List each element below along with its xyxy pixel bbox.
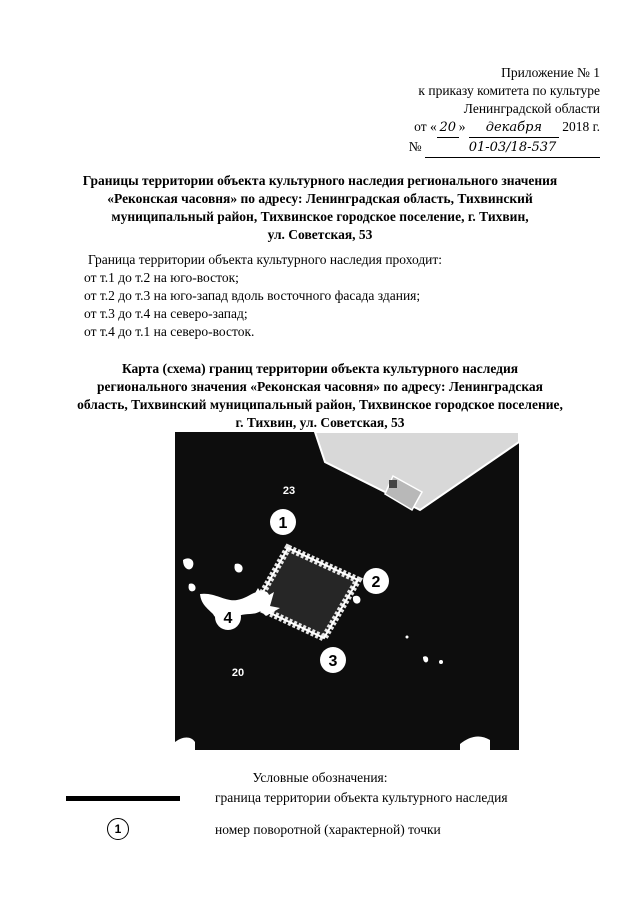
document-title	[40, 172, 600, 244]
date-month: декабря	[469, 119, 559, 138]
appendix-line-2: к приказу комитета по культуре	[418, 83, 600, 98]
appendix-header	[340, 64, 600, 158]
svg-text:3: 3	[328, 653, 338, 670]
title-line-3: муниципальный район, Тихвинское городское поселение, г. Тихвин,	[111, 209, 529, 224]
map-point-1	[270, 509, 296, 535]
legend-title: Условные обозначения:	[252, 770, 388, 785]
date-prefix: от «	[414, 119, 437, 134]
map-label-top: 23	[282, 485, 296, 497]
order-date	[340, 118, 600, 138]
date-day: 20	[437, 119, 459, 138]
legend-boundary-text: граница территории объекта культурного наследия	[215, 790, 508, 805]
title-line-1: Границы территории объекта культурного наследия регионального значения	[82, 173, 558, 188]
description-item: от т.2 до т.3 на юго-запад вдоль восточного фасада здания;	[84, 288, 421, 303]
description-intro: Граница территории объекта культурного наследия проходит:	[88, 252, 443, 267]
map-point-4	[215, 604, 241, 630]
map-chapel-boundary	[255, 548, 358, 638]
map-title-line-4: г. Тихвин, ул. Советская, 53	[235, 415, 405, 430]
number-prefix: №	[408, 139, 422, 154]
map-point-2	[363, 568, 389, 594]
map-point-3	[320, 647, 346, 673]
number-value: 01-03/18-537	[425, 139, 600, 158]
svg-text:2: 2	[371, 574, 381, 591]
appendix-line-3: Ленинградской области	[463, 101, 600, 116]
boundary-description	[84, 251, 584, 341]
map-title-line-1: Карта (схема) границ территории объекта культурного наследия	[121, 361, 519, 376]
legend-point-text: номер поворотной (характерной) точки	[215, 822, 441, 837]
appendix-line-1: Приложение № 1	[501, 65, 600, 80]
date-mid: »	[458, 119, 466, 134]
svg-text:1: 1	[278, 515, 288, 532]
description-item: от т.1 до т.2 на юго-восток;	[84, 270, 239, 285]
order-number	[340, 138, 600, 158]
title-line-4: ул. Советская, 53	[267, 227, 373, 242]
legend-point-symbol: 1	[107, 818, 129, 840]
legend-boundary-line-symbol	[66, 796, 180, 801]
map-title-line-2: регионального значения «Реконская часовня» по адресу: Ленинградская	[97, 379, 543, 394]
map-building-top	[315, 432, 519, 510]
description-item: от т.3 до т.4 на северо-запад;	[84, 306, 248, 321]
map-title	[40, 360, 600, 432]
boundary-map	[175, 432, 519, 750]
map-title-line-3: область, Тихвинский муниципальный район, Тихвинское городское поселение,	[77, 397, 563, 412]
map-image	[175, 432, 519, 750]
map-label-bottom: 20	[231, 667, 245, 679]
date-year: 2018 г.	[562, 119, 600, 134]
title-line-2: «Реконская часовня» по адресу: Ленинградская область, Тихвинский	[107, 191, 533, 206]
description-item: от т.4 до т.1 на северо-восток.	[84, 324, 255, 339]
svg-text:4: 4	[223, 610, 233, 627]
